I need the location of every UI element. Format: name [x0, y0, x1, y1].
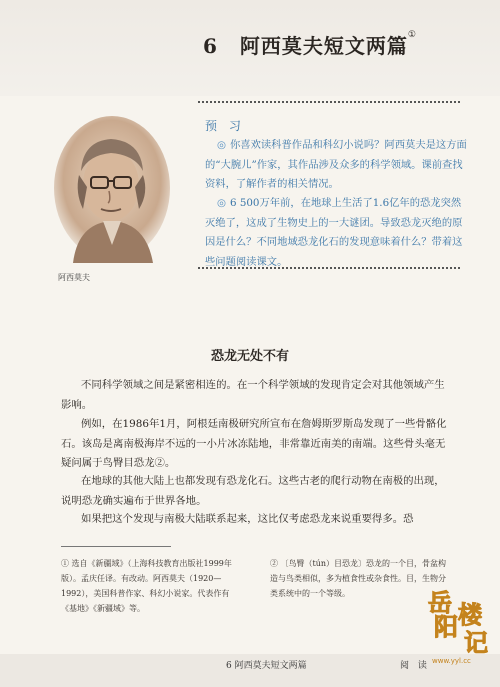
- footer-section-label: 阅 读: [400, 661, 430, 671]
- chapter-title: [203, 30, 417, 59]
- footnote-2: ② 〔鸟臀（tún）目恐龙〕恐龙的一个目，骨盆构造与鸟类相似，多为植食性或杂食性。目，生物分类系统中的一个等级。: [270, 559, 447, 598]
- divider-top: [198, 101, 460, 103]
- author-portrait: [53, 113, 171, 263]
- svg-text:记: 记: [464, 629, 488, 657]
- preview-title: 预 习: [205, 119, 245, 133]
- footnote-marker: ①: [407, 30, 417, 40]
- svg-text:楼: 楼: [458, 601, 482, 629]
- article-paragraph: 在地球的其他大陆上也都发现有恐龙化石。这些古老的爬行动物在南极的出现，说明恐龙确实遍布于世界各地。: [61, 475, 445, 507]
- footer-page-label: 6 阿西莫夫短文两篇: [226, 661, 307, 671]
- article-paragraph: 如果把这个发现与南极大陆联系起来，这比仅考虑恐龙来说重要得多。恐: [81, 513, 414, 525]
- footnote-rule: [61, 546, 171, 547]
- svg-text:岳: 岳: [428, 589, 452, 617]
- footnote-1: ① 选自《新疆域》（上海科技教育出版社1999年版）。孟庆任译。有改动。阿西莫夫（1920—1992），美国科普作家、科幻小说家。代表作有《基地》《新疆域》等。: [61, 559, 232, 613]
- chapter-number: 6: [203, 34, 218, 58]
- bullet-icon: ◎: [217, 197, 226, 209]
- article-paragraph: 不同科学领域之间是紧密相连的。在一个科学领域的发现肯定会对其他领域产生影响。: [61, 379, 445, 411]
- article-title: 恐龙无处不有: [210, 349, 289, 364]
- bullet-icon: ◎: [217, 139, 226, 151]
- preview-paragraph-1: ◎ 你喜欢读科普作品和科幻小说吗？阿西莫夫是这方面的“大腕儿”作家，其作品涉及众多的科学领域。课前查找资料，了解作者的相关情况。: [205, 139, 467, 190]
- chapter-title-text: 阿西莫夫短文两篇: [239, 34, 408, 58]
- divider-bottom: [198, 267, 460, 269]
- portrait-caption: 阿西莫夫: [58, 273, 90, 282]
- preview-paragraph-2: ◎ 6 500万年前，在地球上生活了1.6亿年的恐龙突然灭绝了，这成了生物史上的一大谜团。导致恐龙灭绝的原因是什么？不同地域恐龙化石的发现意味着什么？带着这些问题阅读课文。: [205, 197, 463, 268]
- article-paragraph: 例如，在1986年1月，阿根廷南极研究所宣布在詹姆斯罗斯岛发现了一些骨骼化石。该岛是离南极海岸不远的一小片冰冻陆地，非常靠近南美的南端。这些骨头毫无疑问属于鸟臀目恐龙②。: [61, 418, 447, 469]
- watermark-logo: [424, 583, 496, 667]
- svg-text:阳: 阳: [434, 613, 458, 641]
- svg-text:www.yyl.cc: www.yyl.cc: [432, 657, 471, 665]
